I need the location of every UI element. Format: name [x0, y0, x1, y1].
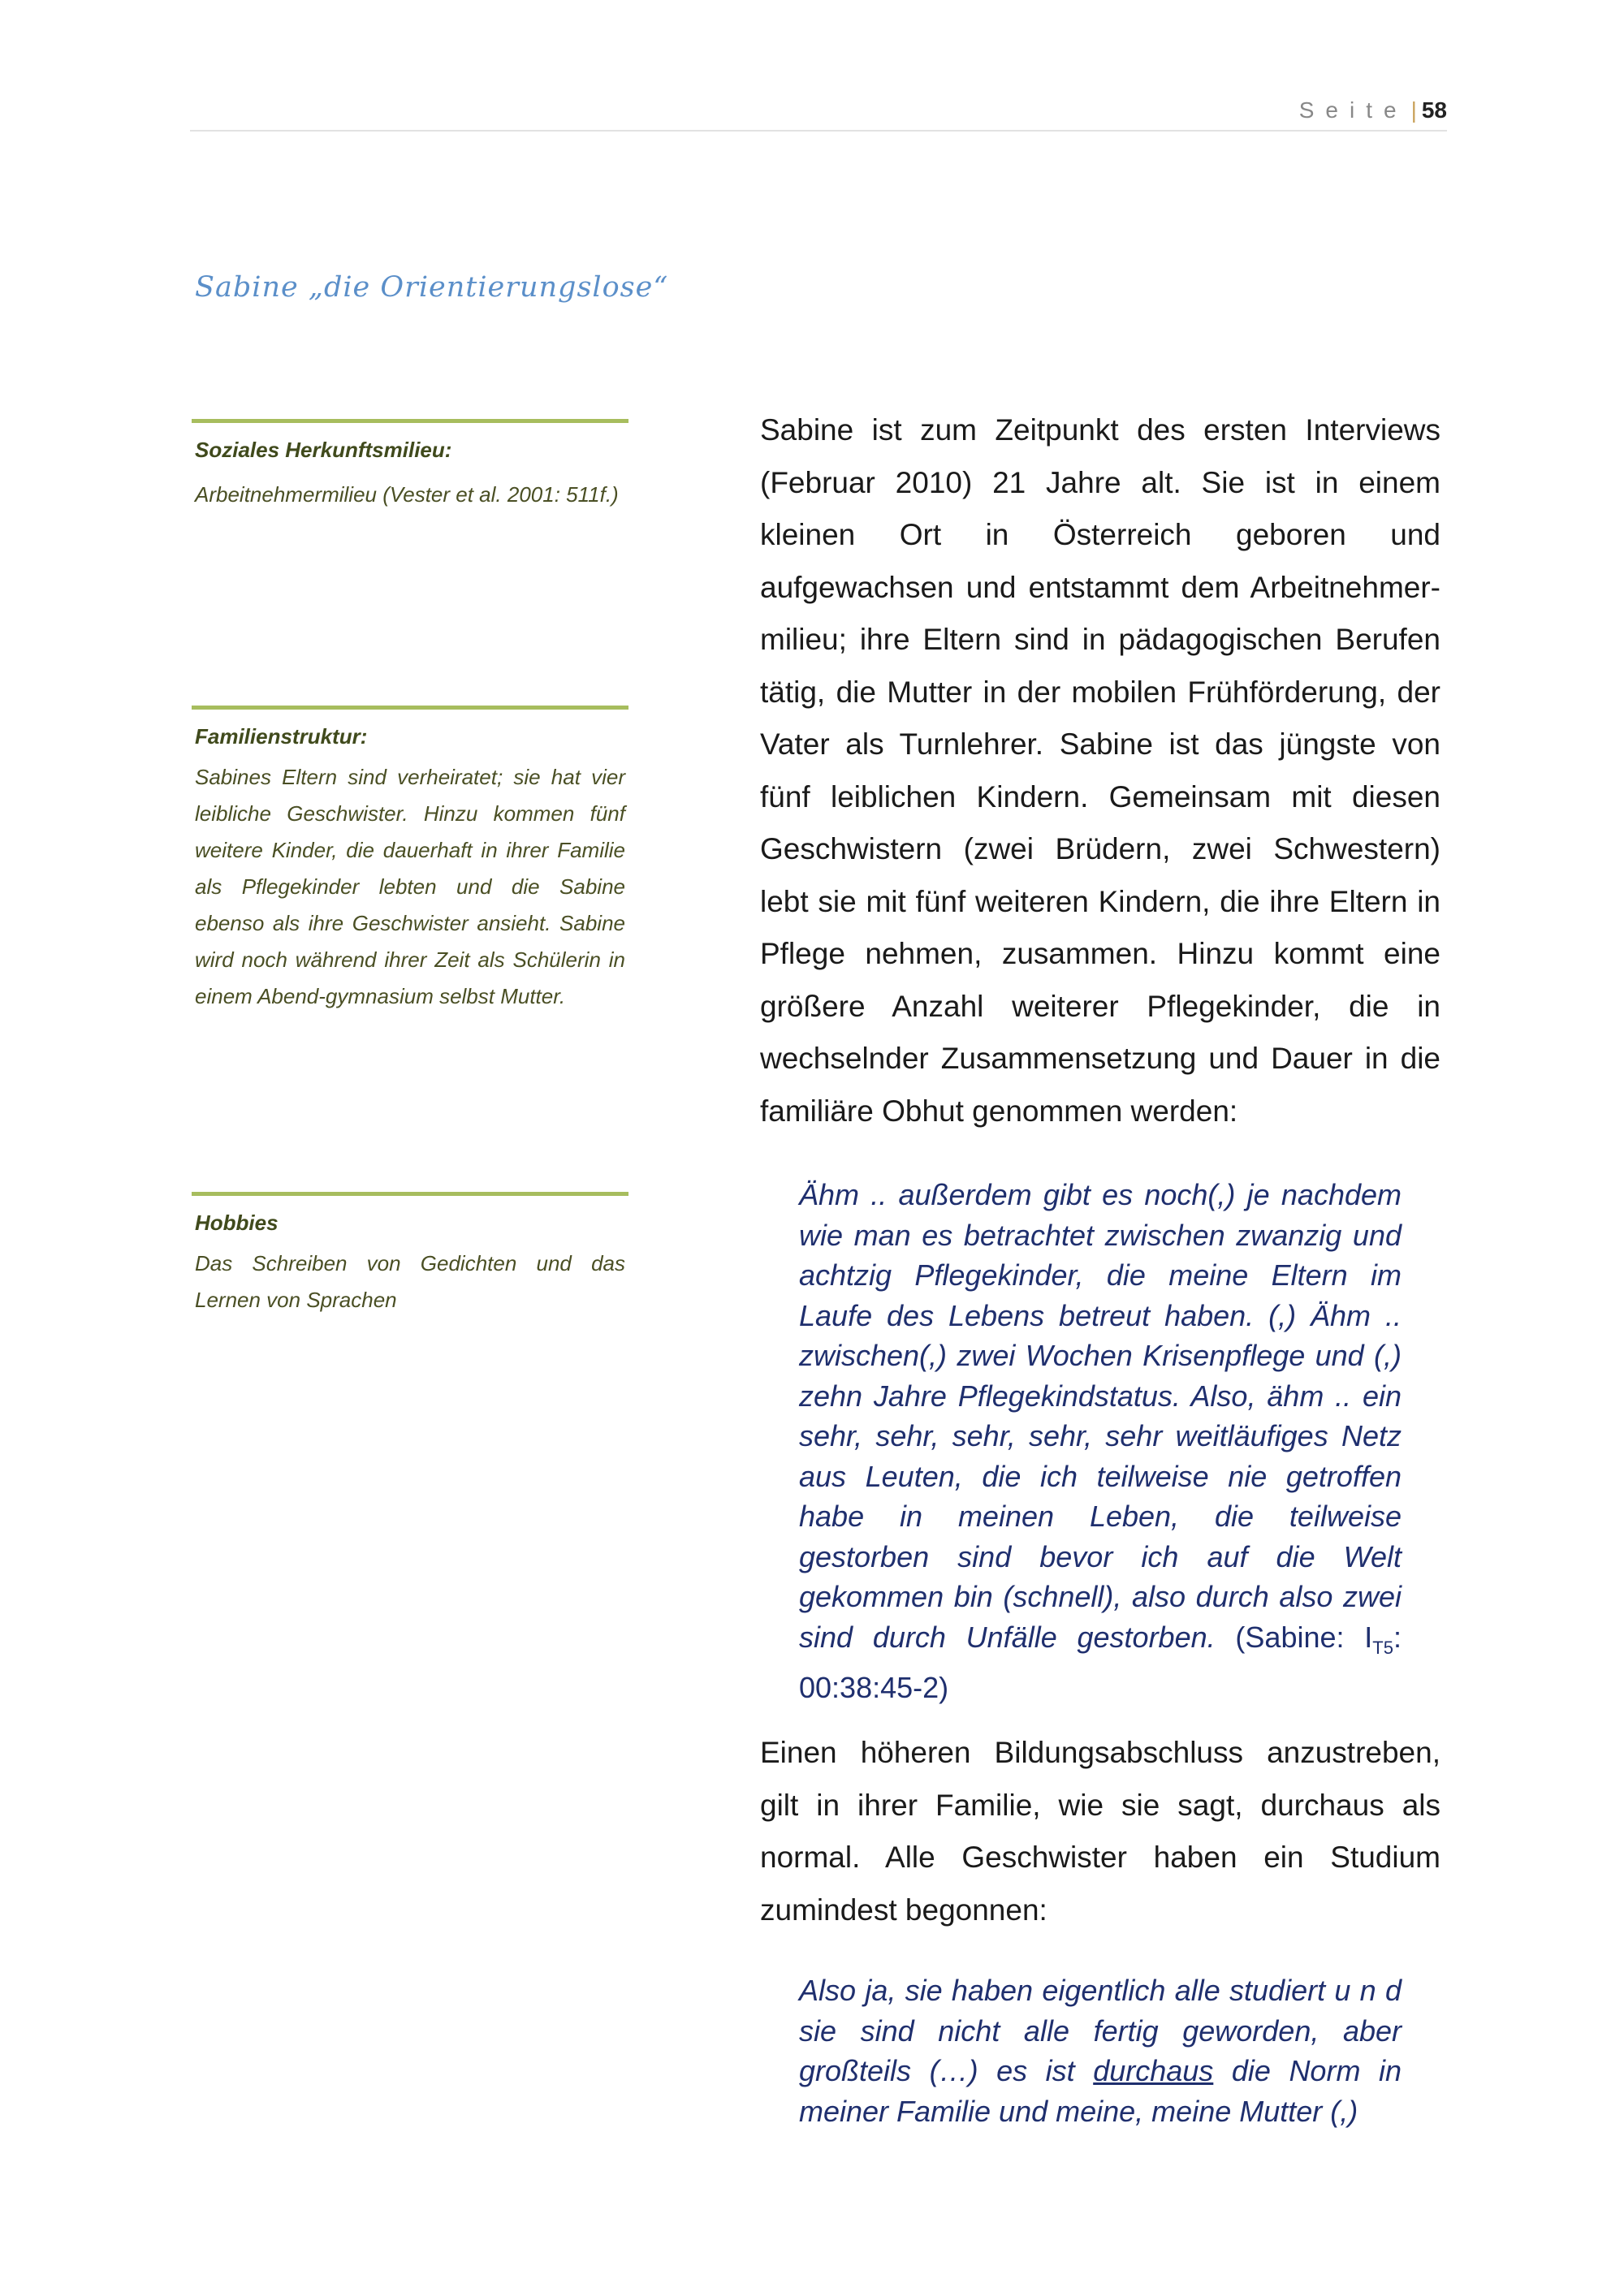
- citation-subscript: T5: [1372, 1637, 1393, 1658]
- sidebar-familie: [192, 706, 628, 1015]
- sidebar-heading: Hobbies: [195, 1211, 279, 1235]
- chapter-title: Sabine „die Orientierungslose“: [195, 271, 669, 304]
- sidebar-rule: [192, 419, 628, 423]
- sidebar-hobbies: [192, 1192, 628, 1318]
- sidebar-heading: Familienstruktur:: [195, 724, 368, 749]
- sidebar-text: Arbeitnehmermilieu (Vester et al. 2001: 511f.): [195, 482, 619, 507]
- header-label: Seite: [1298, 97, 1408, 123]
- quote-text-continued: die Norm in meiner Familie und meine, meine Mutter (,): [799, 2054, 1402, 2128]
- quote-text: Also ja, sie haben eigentlich alle studiert u n d sie sind nicht alle fertig geworden, aber großteils (…) es ist: [799, 1974, 1402, 2087]
- sidebar-heading: Soziales Herkunftsmilieu:: [195, 438, 452, 462]
- header-separator: |: [1410, 97, 1417, 123]
- quote-text: Ähm .. außerdem gibt es noch(,) je nachdem wie man es betrachtet zwischen zwanzig und achtzig Pflegekinder, die meine Eltern im Laufe des Lebens betreut haben. (,) Ähm .. zwischen(,) zwei Wochen Krisenpflege und (,) zehn Jahre Pflegekindstatus. Also, ähm .. ein sehr, sehr, sehr, sehr, sehr weitläufiges Netz aus Leuten, die ich teilweise nie getroffen habe in meinen Leben, die teilweise gestorben sind bevor ich auf die Welt gekommen bin (schnell), also durch also zwei sind durch Unfälle gestorben.: [799, 1178, 1402, 1654]
- sidebar-rule: [192, 1192, 628, 1196]
- page-number: 58: [1421, 97, 1447, 123]
- block-quote-1: [799, 1175, 1402, 1708]
- sidebar-herkunft: [192, 419, 628, 517]
- quote-underlined-word: durchaus: [1093, 2054, 1214, 2087]
- body-paragraph-1: Sabine ist zum Zeitpunkt des ersten Interviews (Februar 2010) 21 Jahre alt. Sie ist in einem kleinen Ort in Österreich geboren und aufgewachsen und entstammt dem Arbeitnehmer-milieu; ihre Eltern sind in pädagogischen Berufen tätig, die Mutter in der mobilen Frühförderung, der Vater als Turnlehrer. Sabine ist das jüngste von fünf leiblichen Kindern. Gemeinsam mit diesen Geschwistern (zwei Brüdern, zwei Schwestern) lebt sie mit fünf weiteren Kindern, die ihre Eltern in Pflege nehmen, zusammen. Hinzu kommt eine größere Anzahl weiterer Pflegekinder, die in wechselnder Zusammensetzung und Dauer in die familiäre Obhut genommen werden:: [760, 413, 1440, 1128]
- page-header: [1299, 97, 1447, 123]
- sidebar-rule: [192, 706, 628, 710]
- header-rule: [190, 130, 1447, 132]
- sidebar-text: Sabines Eltern sind verheiratet; sie hat vier leibliche Geschwister. Hinzu kommen fünf weitere Kinder, die dauerhaft in ihrer Familie als Pflegekinder lebten und die Sabine ebenso als ihre Geschwister ansieht. Sabine wird noch während ihrer Zeit als Schülerin in einem Abend-gymnasium selbst Mutter.: [195, 765, 625, 1008]
- body-paragraph-2: Einen höheren Bildungsabschluss anzustreben, gilt in ihrer Familie, wie sie sagt, durchaus als normal. Alle Geschwister haben ein Studium zumindest begonnen:: [760, 1736, 1440, 1927]
- sidebar-text: Das Schreiben von Gedichten und das Lernen von Sprachen: [195, 1251, 625, 1312]
- block-quote-2: [799, 1970, 1402, 2131]
- citation-suffix: : 00:38:45-2): [799, 1620, 1402, 1705]
- citation-prefix: (Sabine: I: [1235, 1620, 1373, 1654]
